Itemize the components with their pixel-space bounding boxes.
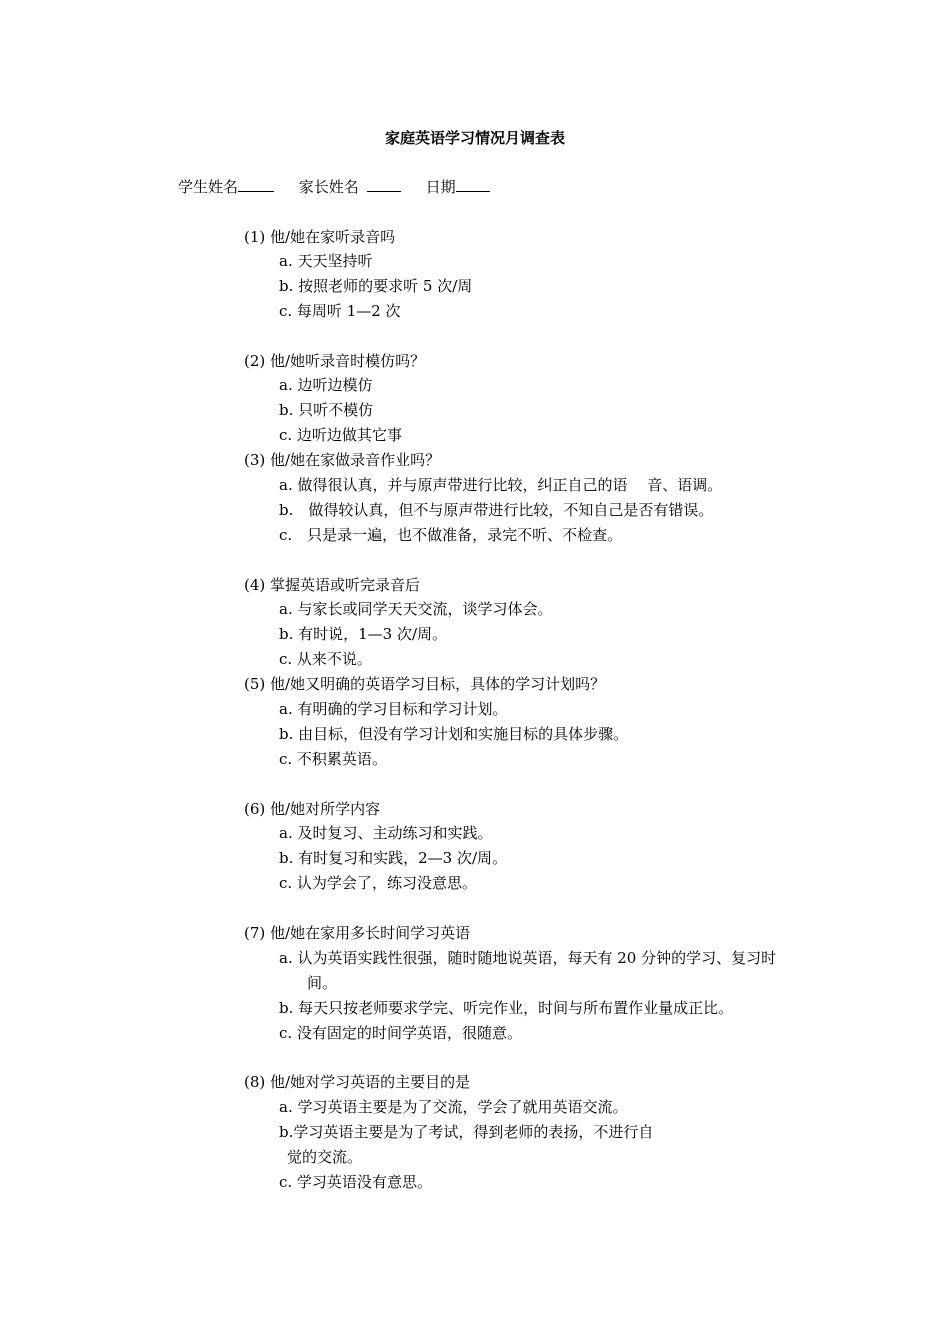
question-2: (2) 他/她听录音时模仿吗？ xyxy=(244,352,426,370)
option-7a-continuation: 间。 xyxy=(307,974,338,992)
question-8: (8) 他/她对学习英语的主要目的是 xyxy=(244,1073,471,1091)
option-1a: a. 天天坚持听 xyxy=(279,252,373,270)
option-8c: c. 学习英语没有意思。 xyxy=(279,1173,432,1191)
option-1c: c. 每周听 1—2 次 xyxy=(279,302,401,320)
option-8a: a. 学习英语主要是为了交流，学会了就用英语交流。 xyxy=(279,1098,628,1116)
option-2a: a. 边听边模仿 xyxy=(279,376,373,394)
question-6: (6) 他/她对所学内容 xyxy=(244,800,381,818)
option-2c: c. 边听边做其它事 xyxy=(279,426,402,444)
option-4a: a. 与家长或同学天天交流，谈学习体会。 xyxy=(279,600,553,618)
option-5a: a. 有明确的学习目标和学习计划。 xyxy=(279,700,508,718)
question-7: (7) 他/她在家用多长时间学习英语 xyxy=(244,924,471,942)
question-4: (4) 掌握英语或听完录音后 xyxy=(244,576,421,594)
option-5c: c. 不积累英语。 xyxy=(279,750,387,768)
option-2b: b. 只听不模仿 xyxy=(279,401,374,419)
option-7a: a. 认为英语实践性很强，随时随地说英语，每天有 20 分钟的学习、复习时 xyxy=(279,949,777,967)
option-8b: b.学习英语主要是为了考试，得到老师的表扬，不进行自 xyxy=(279,1123,654,1141)
option-1b: b. 按照老师的要求听 5 次/周 xyxy=(279,277,473,295)
option-3a: a. 做得很认真，并与原声带进行比较，纠正自己的语 音、语调。 xyxy=(279,476,723,494)
option-8b-continuation: 觉的交流。 xyxy=(287,1148,363,1166)
date-label: 日期 xyxy=(425,178,456,196)
parent-name-blank xyxy=(367,177,401,192)
info-header xyxy=(178,176,510,197)
student-name-blank xyxy=(238,177,274,192)
option-3b: b. 做得较认真，但不与原声带进行比较，不知自己是否有错误。 xyxy=(279,501,714,519)
option-6c: c. 认为学会了，练习没意思。 xyxy=(279,874,477,892)
parent-name-label: 家长姓名 xyxy=(298,178,359,196)
option-5b: b. 由目标，但没有学习计划和实施目标的具体步骤。 xyxy=(279,725,629,743)
question-3: (3) 他/她在家做录音作业吗？ xyxy=(244,451,441,469)
option-7b: b. 每天只按老师要求学完、听完作业，时间与所布置作业量成正比。 xyxy=(279,999,734,1017)
date-blank xyxy=(456,177,490,192)
question-1: (1) 他/她在家听录音吗 xyxy=(244,228,396,246)
option-6b: b. 有时复习和实践，2—3 次/周。 xyxy=(279,849,508,867)
question-5: (5) 他/她又明确的英语学习目标，具体的学习计划吗？ xyxy=(244,675,606,693)
option-3c: c. 只是录一遍，也不做准备，录完不听、不检查。 xyxy=(279,526,623,544)
option-4c: c. 从来不说。 xyxy=(279,650,372,668)
document-title: 家庭英语学习情况月调查表 xyxy=(384,129,565,147)
option-6a: a. 及时复习、主动练习和实践。 xyxy=(279,824,493,842)
option-7c: c. 没有固定的时间学英语，很随意。 xyxy=(279,1024,522,1042)
option-4b: b. 有时说，1—3 次/周。 xyxy=(279,625,448,643)
student-name-label: 学生姓名 xyxy=(178,178,239,196)
